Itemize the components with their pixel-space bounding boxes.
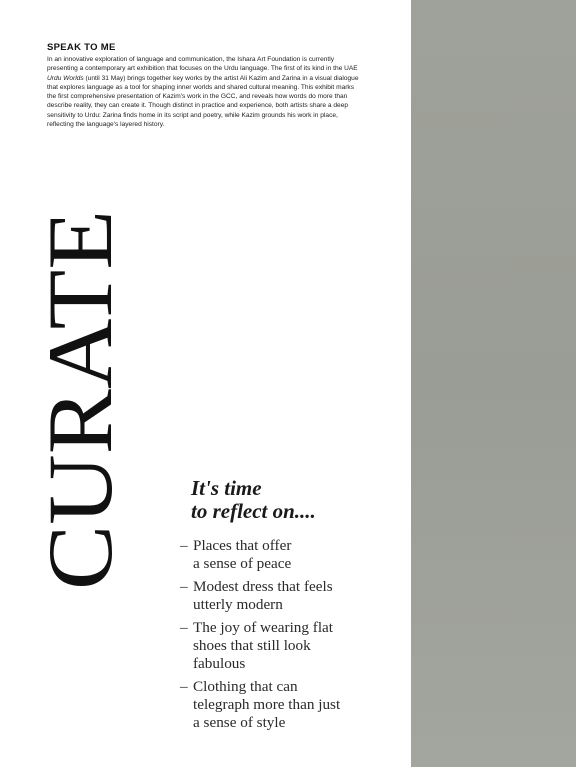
dash-marker: – [180, 619, 188, 636]
dash-marker: – [180, 578, 188, 595]
gray-side-panel [411, 0, 576, 767]
list-item-line: Places that offer [193, 537, 292, 554]
curate-text: CURATE [29, 232, 131, 590]
dash-marker: – [180, 678, 188, 695]
article-body [47, 55, 365, 129]
list-item-line: a sense of style [193, 714, 286, 731]
list-item-line: a sense of peace [193, 555, 292, 572]
article-title: SPEAK TO ME [47, 42, 116, 53]
list-item-line: Clothing that can [193, 678, 298, 695]
curate-vertical-text [15, 205, 131, 590]
section-word-curate [15, 205, 131, 590]
exhibition-title: Urdu Worlds [47, 74, 84, 82]
list-item-line: Modest dress that feels [193, 578, 333, 595]
list-item [180, 678, 406, 732]
list-item-line: fabulous [193, 655, 246, 672]
list-item-line: utterly modern [193, 596, 283, 613]
speak-to-me-article [47, 42, 365, 129]
list-item [180, 619, 406, 673]
list-item-line: shoes that still look [193, 637, 311, 654]
reflect-heading-line1: It's time [191, 476, 262, 500]
reflect-list [180, 537, 406, 732]
reflect-heading-line2: to reflect on.... [191, 499, 316, 523]
list-item [180, 578, 406, 614]
dash-marker: – [180, 537, 188, 554]
reflect-section [180, 476, 406, 737]
reflect-heading [191, 477, 406, 523]
list-item [180, 537, 406, 573]
list-item-line: telegraph more than just [193, 696, 341, 713]
article-body-part2: (until 31 May) brings together key works by the artist Ali Kazim and Zarina in a visual dialogue that explores language as a tool for shaping inner worlds and shared cultural meaning. This exhibit marks the first comprehensive presentation of Kazim's work in the GCC, and reveals how words do more than describe reality, they can create it. Though distinct in practice and experience, both artists share a deep sensitivity to Urdu: Zarina finds home in its script and poetry, while Kazim grounds his work in place, reflecting the language's layered history. [47, 74, 359, 129]
list-item-line: The joy of wearing flat [193, 619, 334, 636]
article-body-part1: In an innovative exploration of language and communication, the Ishara Art Foundation is currently presenting a contemporary art exhibition that focuses on the Urdu language. The first of its kind in the UAE [47, 56, 358, 73]
